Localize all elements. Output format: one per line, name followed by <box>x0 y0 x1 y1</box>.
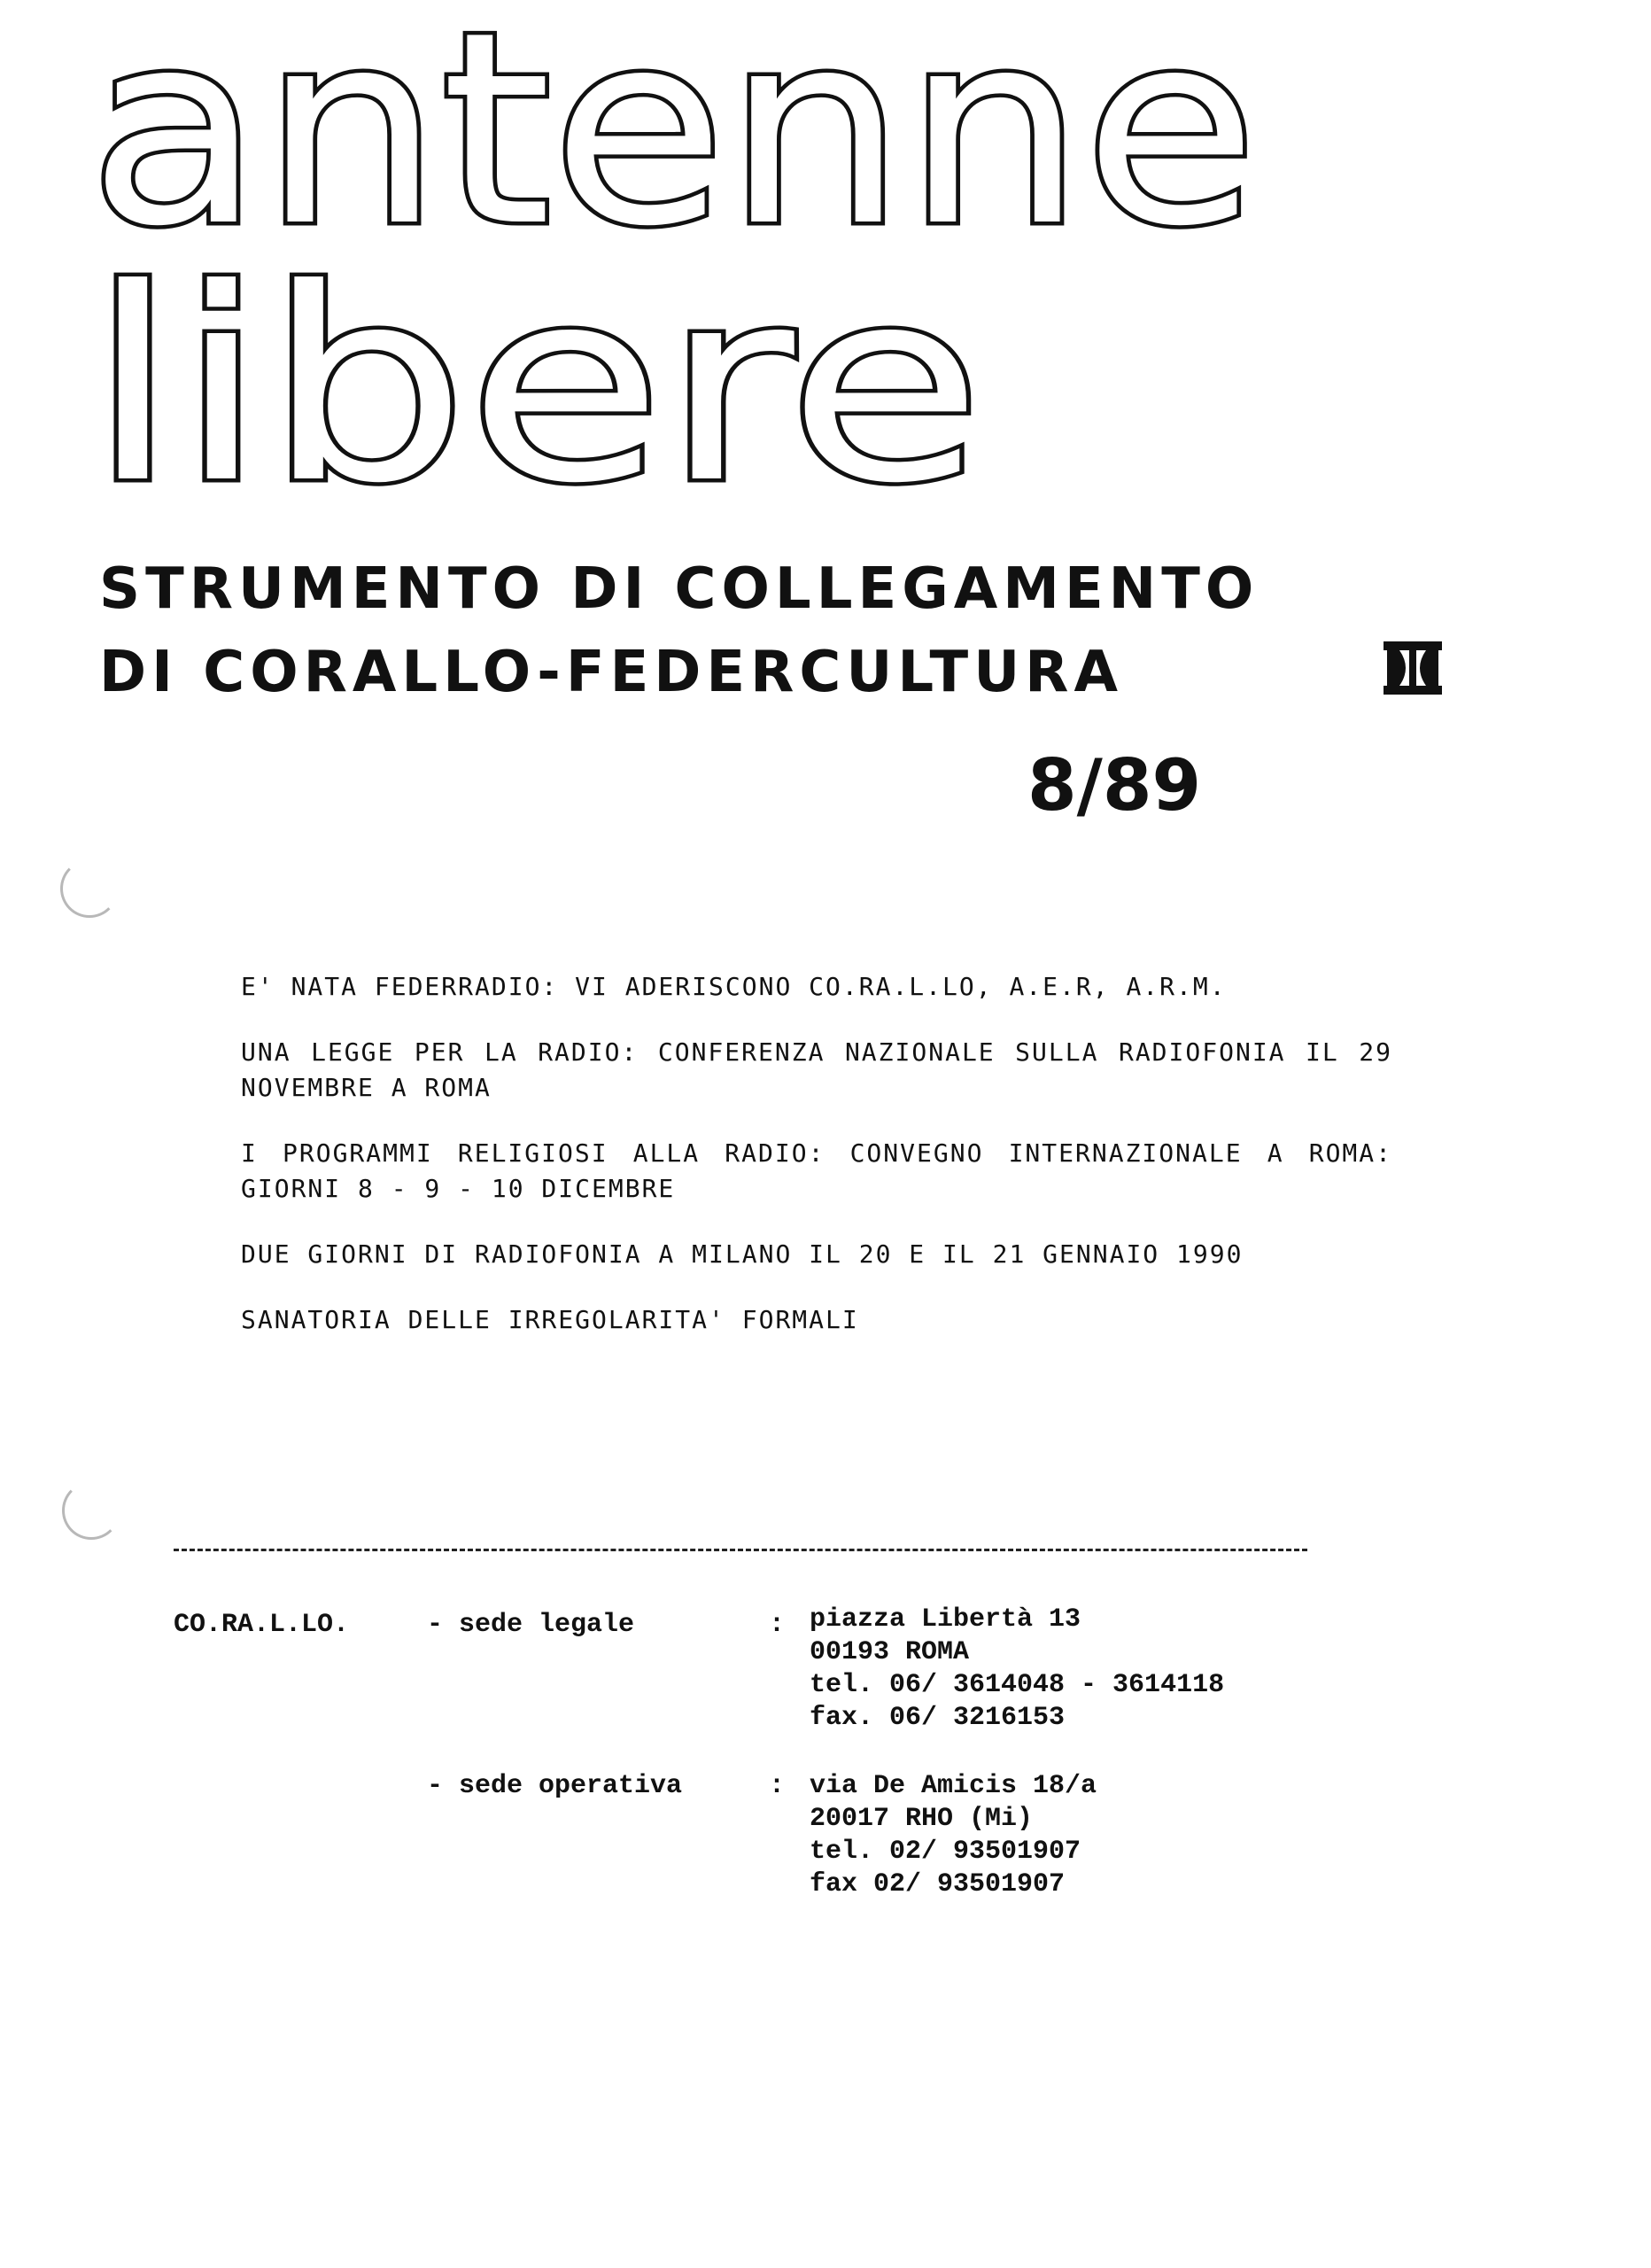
operative-office-colon: : <box>769 1771 786 1801</box>
operative-address-line: 20017 RHO (Mi) <box>810 1804 1034 1834</box>
headline-item: DUE GIORNI DI RADIOFONIA A MILANO IL 20 E IL 21 GENNAIO 1990 <box>241 1239 1244 1269</box>
legal-office-address <box>810 1604 1224 1735</box>
legal-office-colon: : <box>769 1610 786 1640</box>
organization-name: CO.RA.L.LO. <box>174 1610 350 1640</box>
issue-number: 8/89 <box>1027 744 1202 827</box>
subtitle-line-1: STRUMENTO DI COLLEGAMENTO <box>99 556 1260 622</box>
headline-item: SANATORIA DELLE IRREGOLARITA' FORMALI <box>241 1305 859 1334</box>
punch-hole-mark <box>62 1481 120 1540</box>
operative-office-label: - sede operativa <box>427 1771 683 1801</box>
headline-item: UNA LEGGE PER LA RADIO: CONFERENZA NAZIONALE SULLA RADIOFONIA IL 29 NOVEMBRE A ROMA <box>241 1037 1392 1102</box>
masthead-line-1: antenne <box>89 0 1259 284</box>
punch-hole-mark <box>60 859 119 918</box>
legal-office-label: - sede legale <box>427 1610 635 1640</box>
legal-address-line: tel. 06/ 3614048 - 3614118 <box>810 1670 1225 1700</box>
legal-address-line: 00193 ROMA <box>810 1637 970 1667</box>
legal-address-line: fax. 06/ 3216153 <box>810 1703 1066 1733</box>
headline-item: I PROGRAMMI RELIGIOSI ALLA RADIO: CONVEGNO INTERNAZIONALE A ROMA: GIORNI 8 - 9 - 10 DICEMBRE <box>241 1138 1392 1203</box>
legal-address-line: piazza Libertà 13 <box>810 1604 1081 1635</box>
operative-office-address <box>810 1770 1097 1901</box>
operative-address-line: tel. 02/ 93501907 <box>810 1837 1081 1867</box>
dashed-divider <box>174 1549 1307 1551</box>
operative-address-line: fax 02/ 93501907 <box>810 1869 1066 1899</box>
masthead-svg <box>80 0 1408 532</box>
masthead-line-2: libere <box>89 232 983 532</box>
operative-address-line: via De Amicis 18/a <box>810 1771 1097 1801</box>
headline-item: E' NATA FEDERRADIO: VI ADERISCONO CO.RA.L.LO, A.E.R, A.R.M. <box>241 972 1227 1001</box>
headline-list <box>241 969 1392 1368</box>
subtitle-line-2: DI CORALLO-FEDERCULTURA <box>99 640 1123 705</box>
masthead-title <box>80 0 1408 532</box>
corallo-logo-icon <box>1382 640 1444 696</box>
